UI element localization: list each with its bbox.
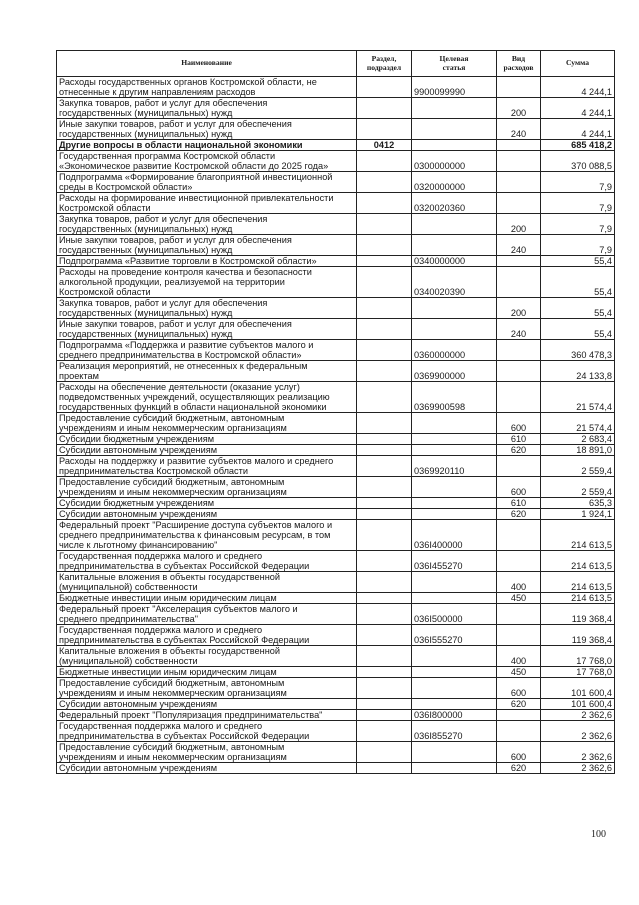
cell-expense: 200	[497, 214, 541, 235]
cell-name: Предоставление субсидий бюджетным, автономным учреждениям и иным некоммерческим организациям	[57, 742, 357, 763]
cell-target: 0369920110	[412, 456, 497, 477]
cell-target: 9900099990	[412, 77, 497, 98]
table-row	[57, 520, 615, 551]
cell-section	[357, 340, 412, 361]
cell-name: Бюджетные инвестиции иным юридическим лицам	[57, 667, 357, 678]
cell-sum: 2 362,6	[541, 710, 615, 721]
cell-expense	[497, 340, 541, 361]
cell-section	[357, 193, 412, 214]
cell-target: 0340020390	[412, 267, 497, 298]
cell-expense: 200	[497, 98, 541, 119]
cell-name: Предоставление субсидий бюджетным, автономным учреждениям и иным некоммерческим организациям	[57, 678, 357, 699]
table-row	[57, 267, 615, 298]
table-row	[57, 172, 615, 193]
cell-section	[357, 256, 412, 267]
table-row	[57, 298, 615, 319]
cell-section	[357, 710, 412, 721]
cell-section	[357, 625, 412, 646]
cell-target	[412, 763, 497, 774]
cell-target	[412, 742, 497, 763]
cell-name: Субсидии автономным учреждениям	[57, 699, 357, 710]
cell-target	[412, 509, 497, 520]
cell-sum: 2 362,6	[541, 763, 615, 774]
cell-expense: 400	[497, 646, 541, 667]
cell-target	[412, 646, 497, 667]
cell-sum: 17 768,0	[541, 667, 615, 678]
table-row	[57, 477, 615, 498]
cell-section	[357, 98, 412, 119]
table-row	[57, 119, 615, 140]
cell-name: Расходы на обеспечение деятельности (оказание услуг) подведомственных учреждений, осуществляющих реализацию государственных функций в области национальной экономики	[57, 382, 357, 413]
cell-section	[357, 646, 412, 667]
cell-name: Федеральный проект "Популяризация предпринимательства"	[57, 710, 357, 721]
cell-section	[357, 298, 412, 319]
cell-section	[357, 678, 412, 699]
cell-section	[357, 667, 412, 678]
cell-expense	[497, 456, 541, 477]
cell-target: 036I400000	[412, 520, 497, 551]
cell-name: Субсидии бюджетным учреждениям	[57, 498, 357, 509]
cell-target: 0369900000	[412, 361, 497, 382]
cell-expense	[497, 721, 541, 742]
cell-expense: 240	[497, 119, 541, 140]
cell-target	[412, 140, 497, 151]
cell-expense	[497, 382, 541, 413]
table-row	[57, 140, 615, 151]
cell-expense	[497, 140, 541, 151]
cell-target: 0320020360	[412, 193, 497, 214]
cell-name: Расходы на поддержку и развитие субъектов малого и среднего предпринимательства Костромской области	[57, 456, 357, 477]
cell-name: Государственная поддержка малого и среднего предпринимательства в субъектах Российской Федерации	[57, 721, 357, 742]
table-row	[57, 193, 615, 214]
cell-section	[357, 477, 412, 498]
cell-sum: 4 244,1	[541, 77, 615, 98]
table-row	[57, 625, 615, 646]
cell-name: Капитальные вложения в объекты государственной (муниципальной) собственности	[57, 572, 357, 593]
table-row	[57, 382, 615, 413]
table-row	[57, 678, 615, 699]
cell-expense: 450	[497, 593, 541, 604]
cell-section: 0412	[357, 140, 412, 151]
cell-expense: 240	[497, 319, 541, 340]
cell-sum: 55,4	[541, 256, 615, 267]
cell-sum: 685 418,2	[541, 140, 615, 151]
cell-target	[412, 572, 497, 593]
cell-expense: 600	[497, 477, 541, 498]
cell-section	[357, 551, 412, 572]
table-row	[57, 413, 615, 434]
table-row	[57, 509, 615, 520]
cell-target	[412, 319, 497, 340]
cell-sum: 21 574,4	[541, 382, 615, 413]
cell-section	[357, 604, 412, 625]
table-row	[57, 256, 615, 267]
cell-sum: 2 362,6	[541, 721, 615, 742]
cell-name: Подпрограмма «Развитие торговли в Костромской области»	[57, 256, 357, 267]
cell-section	[357, 742, 412, 763]
table-row	[57, 721, 615, 742]
cell-target	[412, 214, 497, 235]
cell-sum: 214 613,5	[541, 551, 615, 572]
cell-sum: 214 613,5	[541, 572, 615, 593]
cell-name: Капитальные вложения в объекты государственной (муниципальной) собственности	[57, 646, 357, 667]
cell-expense: 450	[497, 667, 541, 678]
cell-name: Иные закупки товаров, работ и услуг для обеспечения государственных (муниципальных) нужд	[57, 235, 357, 256]
table-row	[57, 710, 615, 721]
cell-section	[357, 509, 412, 520]
cell-name: Бюджетные инвестиции иным юридическим лицам	[57, 593, 357, 604]
cell-section	[357, 267, 412, 298]
cell-name: Расходы государственных органов Костромской области, не отнесенные к другим направлениям расходов	[57, 77, 357, 98]
budget-table	[56, 50, 615, 774]
cell-section	[357, 413, 412, 434]
cell-sum: 119 368,4	[541, 604, 615, 625]
cell-expense: 600	[497, 678, 541, 699]
cell-target	[412, 235, 497, 256]
table-row	[57, 340, 615, 361]
cell-section	[357, 593, 412, 604]
cell-sum: 101 600,4	[541, 699, 615, 710]
cell-expense	[497, 625, 541, 646]
cell-expense: 620	[497, 509, 541, 520]
budget-table-container	[56, 50, 614, 774]
cell-name: Субсидии автономным учреждениям	[57, 763, 357, 774]
table-row	[57, 319, 615, 340]
page-number: 100	[591, 829, 606, 840]
cell-target: 036I555270	[412, 625, 497, 646]
table-row	[57, 214, 615, 235]
cell-target	[412, 667, 497, 678]
cell-sum: 18 891,0	[541, 445, 615, 456]
table-row	[57, 498, 615, 509]
cell-target: 036I855270	[412, 721, 497, 742]
cell-expense: 620	[497, 445, 541, 456]
cell-section	[357, 763, 412, 774]
cell-name: Подпрограмма «Формирование благоприятной инвестиционной среды в Костромской области»	[57, 172, 357, 193]
cell-name: Закупка товаров, работ и услуг для обеспечения государственных (муниципальных) нужд	[57, 98, 357, 119]
cell-sum: 360 478,3	[541, 340, 615, 361]
cell-expense	[497, 551, 541, 572]
cell-sum: 7,9	[541, 214, 615, 235]
cell-sum: 7,9	[541, 235, 615, 256]
cell-target	[412, 678, 497, 699]
cell-name: Расходы на проведение контроля качества и безопасности алкогольной продукции, реализуемой на территории Костромской области	[57, 267, 357, 298]
cell-section	[357, 119, 412, 140]
cell-section	[357, 214, 412, 235]
cell-expense: 240	[497, 235, 541, 256]
cell-sum: 2 683,4	[541, 434, 615, 445]
cell-sum: 214 613,5	[541, 593, 615, 604]
cell-section	[357, 434, 412, 445]
cell-target	[412, 477, 497, 498]
cell-sum: 1 924,1	[541, 509, 615, 520]
cell-name: Государственная поддержка малого и среднего предпринимательства в субъектах Российской Федерации	[57, 551, 357, 572]
cell-expense: 620	[497, 763, 541, 774]
cell-expense: 620	[497, 699, 541, 710]
cell-target: 0340000000	[412, 256, 497, 267]
cell-expense	[497, 151, 541, 172]
cell-name: Иные закупки товаров, работ и услуг для обеспечения государственных (муниципальных) нужд	[57, 119, 357, 140]
cell-target	[412, 98, 497, 119]
cell-target	[412, 298, 497, 319]
cell-section	[357, 151, 412, 172]
header-name: Наименование	[57, 51, 357, 77]
cell-section	[357, 172, 412, 193]
cell-sum: 2 559,4	[541, 456, 615, 477]
cell-target	[412, 119, 497, 140]
cell-target	[412, 434, 497, 445]
cell-section	[357, 699, 412, 710]
header-section: Раздел, подраздел	[357, 51, 412, 77]
cell-section	[357, 456, 412, 477]
table-row	[57, 551, 615, 572]
cell-name: Подпрограмма «Поддержка и развитие субъектов малого и среднего предпринимательства в Костромской области»	[57, 340, 357, 361]
cell-sum: 7,9	[541, 172, 615, 193]
cell-target: 036I455270	[412, 551, 497, 572]
table-row	[57, 445, 615, 456]
header-expense: Вид расходов	[497, 51, 541, 77]
cell-sum: 101 600,4	[541, 678, 615, 699]
table-row	[57, 456, 615, 477]
cell-sum: 635,3	[541, 498, 615, 509]
table-row	[57, 604, 615, 625]
cell-target: 036I500000	[412, 604, 497, 625]
table-row	[57, 699, 615, 710]
cell-name: Государственная программа Костромской области «Экономическое развитие Костромской области до 2025 года»	[57, 151, 357, 172]
cell-expense	[497, 520, 541, 551]
table-row	[57, 77, 615, 98]
cell-section	[357, 498, 412, 509]
header-sum: Сумма	[541, 51, 615, 77]
cell-name: Реализация мероприятий, не отнесенных к федеральным проектам	[57, 361, 357, 382]
cell-sum: 24 133,8	[541, 361, 615, 382]
cell-target	[412, 699, 497, 710]
table-row	[57, 572, 615, 593]
cell-section	[357, 721, 412, 742]
cell-name: Субсидии автономным учреждениям	[57, 509, 357, 520]
cell-section	[357, 361, 412, 382]
cell-section	[357, 572, 412, 593]
cell-sum: 7,9	[541, 193, 615, 214]
cell-section	[357, 77, 412, 98]
cell-expense: 200	[497, 298, 541, 319]
cell-name: Закупка товаров, работ и услуг для обеспечения государственных (муниципальных) нужд	[57, 214, 357, 235]
cell-name: Субсидии автономным учреждениям	[57, 445, 357, 456]
table-row	[57, 434, 615, 445]
table-row	[57, 151, 615, 172]
cell-name: Предоставление субсидий бюджетным, автономным учреждениям и иным некоммерческим организациям	[57, 477, 357, 498]
cell-expense	[497, 604, 541, 625]
cell-expense: 400	[497, 572, 541, 593]
table-row	[57, 763, 615, 774]
cell-expense: 610	[497, 434, 541, 445]
cell-name: Федеральный проект "Акселерация субъектов малого и среднего предпринимательства"	[57, 604, 357, 625]
cell-sum: 55,4	[541, 319, 615, 340]
cell-expense	[497, 710, 541, 721]
cell-expense: 600	[497, 413, 541, 434]
cell-sum: 119 368,4	[541, 625, 615, 646]
cell-target: 036I800000	[412, 710, 497, 721]
cell-section	[357, 319, 412, 340]
cell-name: Федеральный проект "Расширение доступа субъектов малого и среднего предпринимательства к финансовым ресурсам, в том числе к льготному финансированию"	[57, 520, 357, 551]
cell-expense	[497, 361, 541, 382]
table-body	[57, 77, 615, 774]
cell-target	[412, 413, 497, 434]
cell-sum: 17 768,0	[541, 646, 615, 667]
table-row	[57, 593, 615, 604]
cell-expense	[497, 172, 541, 193]
cell-sum: 214 613,5	[541, 520, 615, 551]
cell-target	[412, 445, 497, 456]
cell-target: 0369900598	[412, 382, 497, 413]
cell-target: 0320000000	[412, 172, 497, 193]
cell-name: Субсидии бюджетным учреждениям	[57, 434, 357, 445]
table-row	[57, 742, 615, 763]
cell-expense	[497, 193, 541, 214]
cell-sum: 4 244,1	[541, 98, 615, 119]
cell-section	[357, 382, 412, 413]
cell-section	[357, 445, 412, 456]
table-row	[57, 235, 615, 256]
table-header-row	[57, 51, 615, 77]
cell-name: Государственная поддержка малого и среднего предпринимательства в субъектах Российской Федерации	[57, 625, 357, 646]
cell-sum: 2 559,4	[541, 477, 615, 498]
cell-name: Закупка товаров, работ и услуг для обеспечения государственных (муниципальных) нужд	[57, 298, 357, 319]
cell-sum: 2 362,6	[541, 742, 615, 763]
cell-name: Предоставление субсидий бюджетным, автономным учреждениям и иным некоммерческим организациям	[57, 413, 357, 434]
cell-sum: 21 574,4	[541, 413, 615, 434]
cell-expense	[497, 256, 541, 267]
cell-expense: 600	[497, 742, 541, 763]
cell-target	[412, 593, 497, 604]
table-row	[57, 667, 615, 678]
table-row	[57, 361, 615, 382]
cell-sum: 370 088,5	[541, 151, 615, 172]
header-target: Целевая статья	[412, 51, 497, 77]
cell-name: Другие вопросы в области национальной экономики	[57, 140, 357, 151]
cell-name: Иные закупки товаров, работ и услуг для обеспечения государственных (муниципальных) нужд	[57, 319, 357, 340]
cell-sum: 55,4	[541, 298, 615, 319]
cell-section	[357, 520, 412, 551]
cell-expense: 610	[497, 498, 541, 509]
cell-expense	[497, 267, 541, 298]
cell-target	[412, 498, 497, 509]
cell-sum: 4 244,1	[541, 119, 615, 140]
cell-section	[357, 235, 412, 256]
cell-sum: 55,4	[541, 267, 615, 298]
cell-expense	[497, 77, 541, 98]
table-row	[57, 98, 615, 119]
cell-name: Расходы на формирование инвестиционной привлекательности Костромской области	[57, 193, 357, 214]
cell-target: 0300000000	[412, 151, 497, 172]
cell-target: 0360000000	[412, 340, 497, 361]
table-row	[57, 646, 615, 667]
